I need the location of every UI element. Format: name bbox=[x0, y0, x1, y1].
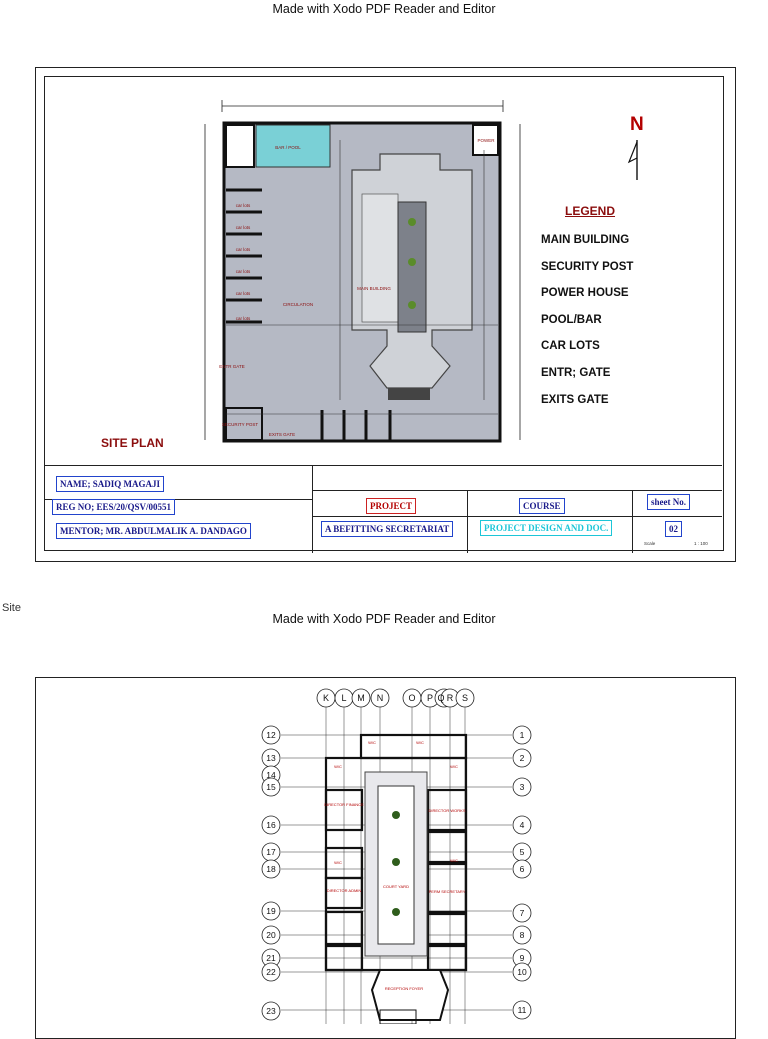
label-reception-foyer: RECEPTION FOYER bbox=[384, 986, 424, 991]
grid-left-16: 16 bbox=[266, 820, 276, 830]
label-circulation: CIRCULATION bbox=[282, 302, 314, 307]
grid-right-10: 10 bbox=[517, 967, 527, 977]
grid-top-L: L bbox=[341, 693, 347, 703]
grid-left-21: 21 bbox=[266, 953, 276, 963]
grid-right-7: 7 bbox=[519, 908, 525, 918]
label-wc: W/C bbox=[368, 740, 376, 745]
label-security-post: SECURITY POST bbox=[221, 422, 259, 427]
sheet-number: 02 bbox=[665, 521, 682, 537]
north-label: N bbox=[630, 114, 644, 135]
name-field: NAME; SADIQ MAGAJI bbox=[56, 476, 164, 492]
grid-top-O: O bbox=[408, 693, 416, 703]
svg-text:W/C: W/C bbox=[334, 860, 342, 865]
grid-left-22: 22 bbox=[266, 967, 276, 977]
svg-text:W/C: W/C bbox=[334, 764, 342, 769]
grid-left-15: 15 bbox=[266, 782, 276, 792]
grid-right-6: 6 bbox=[519, 864, 525, 874]
svg-text:car lots: car lots bbox=[235, 225, 251, 230]
grid-right-9: 9 bbox=[519, 953, 525, 963]
label-director-admin: DIRECTOR ADMIN bbox=[326, 888, 362, 893]
label-exit-gate: EXITS GATE bbox=[268, 432, 296, 437]
grid-right-2: 2 bbox=[519, 753, 525, 763]
grid-right-5: 5 bbox=[519, 847, 525, 857]
label-director-works: DIRECTOR WORKS bbox=[428, 808, 466, 813]
label-entr-gate: ENTR GATE bbox=[219, 364, 245, 369]
grid-right-4: 4 bbox=[519, 820, 525, 830]
grid-left-13: 13 bbox=[266, 753, 276, 763]
svg-text:car lots: car lots bbox=[235, 247, 251, 252]
svg-text:W/C: W/C bbox=[450, 858, 458, 863]
reg-no-field: REG NO; EES/20/QSV/00551 bbox=[52, 499, 175, 515]
grid-top-N: N bbox=[376, 693, 384, 703]
label-car-lot: car lots bbox=[235, 203, 251, 208]
grid-top-K: K bbox=[322, 693, 330, 703]
grid-top-S: S bbox=[461, 693, 469, 703]
label-court-yard: COURT YARD bbox=[383, 884, 409, 889]
label-perm-secretary: PERM SECRETARY bbox=[428, 889, 466, 894]
legend-car-lots: CAR LOTS bbox=[541, 340, 600, 353]
site-plan-title: SITE PLAN bbox=[101, 436, 164, 450]
grid-left-17: 17 bbox=[266, 847, 276, 857]
grid-left-19: 19 bbox=[266, 906, 276, 916]
grid-top-Q: Q bbox=[437, 693, 445, 703]
grid-left-12: 12 bbox=[266, 730, 276, 740]
grid-left-20: 20 bbox=[266, 930, 276, 940]
grid-top-M: M bbox=[357, 693, 365, 703]
scale-value: 1 : 100 bbox=[694, 541, 708, 546]
legend-exits-gate: EXITS GATE bbox=[541, 393, 609, 406]
grid-left-14: 14 bbox=[266, 770, 276, 780]
svg-text:car lots: car lots bbox=[235, 291, 251, 296]
legend-pool-bar: POOL/BAR bbox=[541, 313, 602, 326]
legend-title: LEGEND bbox=[565, 204, 616, 218]
project-heading: PROJECT bbox=[366, 498, 416, 514]
grid-top-P: P bbox=[426, 693, 434, 703]
legend-security-post: SECURITY POST bbox=[541, 260, 634, 273]
page-header-2: Made with Xodo PDF Reader and Editor bbox=[272, 612, 496, 626]
grid-right-3: 3 bbox=[519, 782, 525, 792]
label-bar-pool: BAR / POOL bbox=[275, 145, 301, 150]
course-name: PROJECT DESIGN AND DOC. bbox=[480, 520, 612, 536]
legend-entr-gate: ENTR; GATE bbox=[541, 366, 611, 379]
label-main-building: MAIN BUILDING bbox=[357, 286, 391, 291]
project-name: A BEFITTING SECRETARIAT bbox=[321, 521, 453, 537]
scale-label: Scale bbox=[644, 541, 656, 546]
svg-text:W/C: W/C bbox=[450, 764, 458, 769]
svg-text:W/C: W/C bbox=[416, 740, 424, 745]
grid-top-R: R bbox=[446, 693, 454, 703]
label-director-finance: DIRECTOR FINANCE bbox=[324, 802, 364, 807]
page-header-1: Made with Xodo PDF Reader and Editor bbox=[272, 2, 496, 16]
svg-text:car lots: car lots bbox=[235, 316, 251, 321]
sheet-heading: sheet No. bbox=[647, 494, 690, 510]
legend-power-house: POWER HOUSE bbox=[541, 287, 629, 300]
grid-left-18: 18 bbox=[266, 864, 276, 874]
mentor-field: MENTOR; MR. ABDULMALIK A. DANDAGO bbox=[56, 523, 251, 539]
legend-main-building: MAIN BUILDING bbox=[541, 234, 630, 246]
svg-text:car lots: car lots bbox=[235, 269, 251, 274]
course-heading: COURSE bbox=[519, 498, 565, 514]
caption-site: Site bbox=[2, 602, 21, 614]
label-power: POWER bbox=[477, 138, 495, 143]
grid-right-11: 11 bbox=[517, 1005, 527, 1015]
grid-right-8: 8 bbox=[519, 930, 525, 940]
grid-right-1: 1 bbox=[519, 730, 525, 740]
grid-left-23: 23 bbox=[266, 1006, 276, 1016]
